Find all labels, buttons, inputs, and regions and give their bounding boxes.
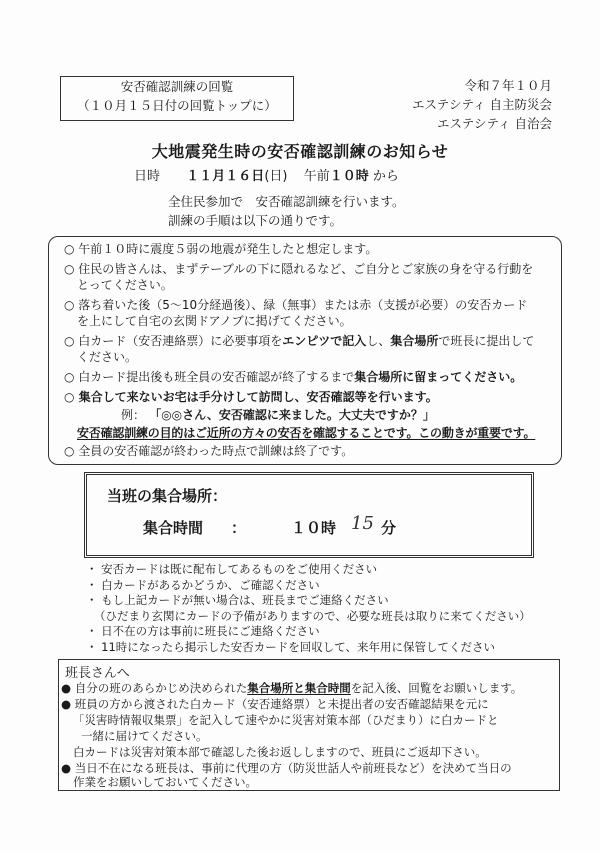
assembly-box <box>84 472 534 558</box>
procedure-example-text: 「◎◎さん、安否確認に来ました。大丈夫ですか？」 <box>149 408 435 422</box>
note-item: ・ もし上記カードが無い場合は、班長までご連絡ください <box>86 593 389 607</box>
schedule-date: １１月１６日 <box>186 169 265 184</box>
issue-date: 令和７年１０月 <box>464 78 552 93</box>
leaders-bullet-2-line-2: 「災害時情報収集票」を記入して速やかに災害対策本部（ひだまり）に白カードと <box>73 713 499 727</box>
procedure-example-label: 例： <box>121 408 146 422</box>
procedure-example <box>121 407 435 424</box>
schedule-time-prefix: 午前 <box>303 169 330 184</box>
procedure-item-2-line-1: ○ 住民の皆さんは、まずテーブルの下に隠れるなど、ご自分とご家族の身を守る行動を <box>64 262 534 276</box>
leaders-bullet-2-line-1: ● 班員の方から渡された白カード（安否連絡票）と未提出者の安否確認結果を元に <box>61 697 489 711</box>
procedure-item-4-a: ○ 白カード（安否連絡票）に必要事項を <box>64 334 283 348</box>
procedure-item-5-a: ○ 白カード提出後も班全員の安否確認が終了するまで <box>64 370 355 384</box>
leaders-box <box>58 659 560 791</box>
leaders-heading: 班長さんへ <box>65 666 130 681</box>
schedule-time-hour: １０時 <box>329 169 369 184</box>
note-item: ・ 日不在の方は事前に班長にご連絡ください <box>86 624 320 638</box>
procedure-item-3-line-1: ○ 落ち着いた後（5～10分経過後）、緑（無事）または赤（支援が必要）の安否カード <box>64 298 528 312</box>
issuer-org-1: エステシティ 自主防災会 <box>412 97 552 112</box>
leaders-bullet-2-line-3: 一緒に届けてください。 <box>81 729 208 743</box>
assembly-time-hour: １０時 <box>291 519 337 537</box>
procedure-item-5-b: 集合場所に留まってください。 <box>354 370 523 384</box>
procedure-item-1: ○ 午前１０時に震度５弱の地震が発生したと想定します。 <box>64 242 378 256</box>
assembly-place-label: 当班の集合場所： <box>107 487 228 505</box>
procedure-item-4-e: で班長に提出して <box>438 334 535 348</box>
assembly-time-colon: ： <box>231 519 247 537</box>
procedure-item-4-place: 集合場所 <box>390 334 439 348</box>
assembly-time-minute-handwritten: 15 <box>351 513 374 534</box>
procedure-item-5 <box>64 369 522 386</box>
document-title: 大地震発生時の安否確認訓練のお知らせ <box>151 142 449 161</box>
procedure-item-2-line-2: とってください。 <box>77 278 173 292</box>
assembly-time-minute-unit: 分 <box>381 519 397 537</box>
procedure-item-4-c: し、 <box>366 334 391 348</box>
schedule-line <box>134 165 399 184</box>
leaders-bullet-3-line-1: ● 当日不在になる班長は、事前に代理の方（防災世話人や前班長など）を決めて当日の <box>61 761 512 775</box>
procedure-item-4-line-2: ください。 <box>77 350 138 364</box>
note-item: （ひだまり玄関にカードの予備がありますので、必要な班長は取りに来てください） <box>94 608 531 623</box>
leaders-bullet-1-a: ● 自分の班のあらかじめ決められた <box>61 681 248 695</box>
intro <box>168 192 405 230</box>
leaders-bullet-1-b: 集合場所と集合時間 <box>247 681 351 695</box>
leaders-bullet-2-line-4: 白カードは災害対策本部で確認した後お返ししますので、班員にご返却下さい。 <box>73 745 487 759</box>
issuer-org-2: エステシティ 自治会 <box>437 116 552 131</box>
note-item: ・ 白カードがあるかどうか、ご確認ください <box>86 577 320 592</box>
schedule-weekday: (日) <box>264 169 288 184</box>
circulation-box-line1: 安否確認訓練の回覧 <box>120 79 234 94</box>
leaders-bullet-3-line-2: 作業をお願いしておいてください。 <box>73 775 257 789</box>
procedure-item-4-pencil: エンピツで記入 <box>282 334 367 348</box>
procedure-item-4-line-1 <box>64 333 534 350</box>
procedure-item-6: ○ 集合して来ないお宅は手分けして訪問し、安否確認等を行います。 <box>64 390 438 404</box>
assembly-time-label: 集合時間 <box>143 519 204 537</box>
circulation-box-line2: （１０月１５日付の回覧トップに） <box>77 98 277 113</box>
procedure-item-3-line-2: を上にして自宅の玄関ドアノブに掲げてください。 <box>77 314 352 328</box>
notes-list <box>86 562 531 655</box>
issuer-block <box>412 76 552 133</box>
schedule-label: 日時 <box>134 169 161 184</box>
circulation-box <box>60 76 294 121</box>
leaders-bullet-1 <box>61 680 522 697</box>
procedure-box <box>48 236 562 465</box>
schedule-time-suffix: から <box>372 169 399 184</box>
note-item: ・ 安否カードは既に配布してあるものをご使用ください <box>86 562 378 576</box>
intro-line-1: 全住民参加で 安否確認訓練を行います。 <box>168 194 405 209</box>
procedure-item-7: ○ 全員の安否確認が終わった時点で訓練は終了です。 <box>64 444 354 458</box>
intro-line-2: 訓練の手順は以下の通りです。 <box>168 213 343 228</box>
note-item: ・ 11時になったら掲示した安否カードを回収して、来年用に保管してください <box>86 639 496 654</box>
leaders-bullet-1-c: を記入後、回覧をお願いします。 <box>350 681 523 695</box>
procedure-purpose: 安否確認訓練の目的はご近所の方々の安否を確認することです。この動きが重要です。 <box>77 426 536 440</box>
